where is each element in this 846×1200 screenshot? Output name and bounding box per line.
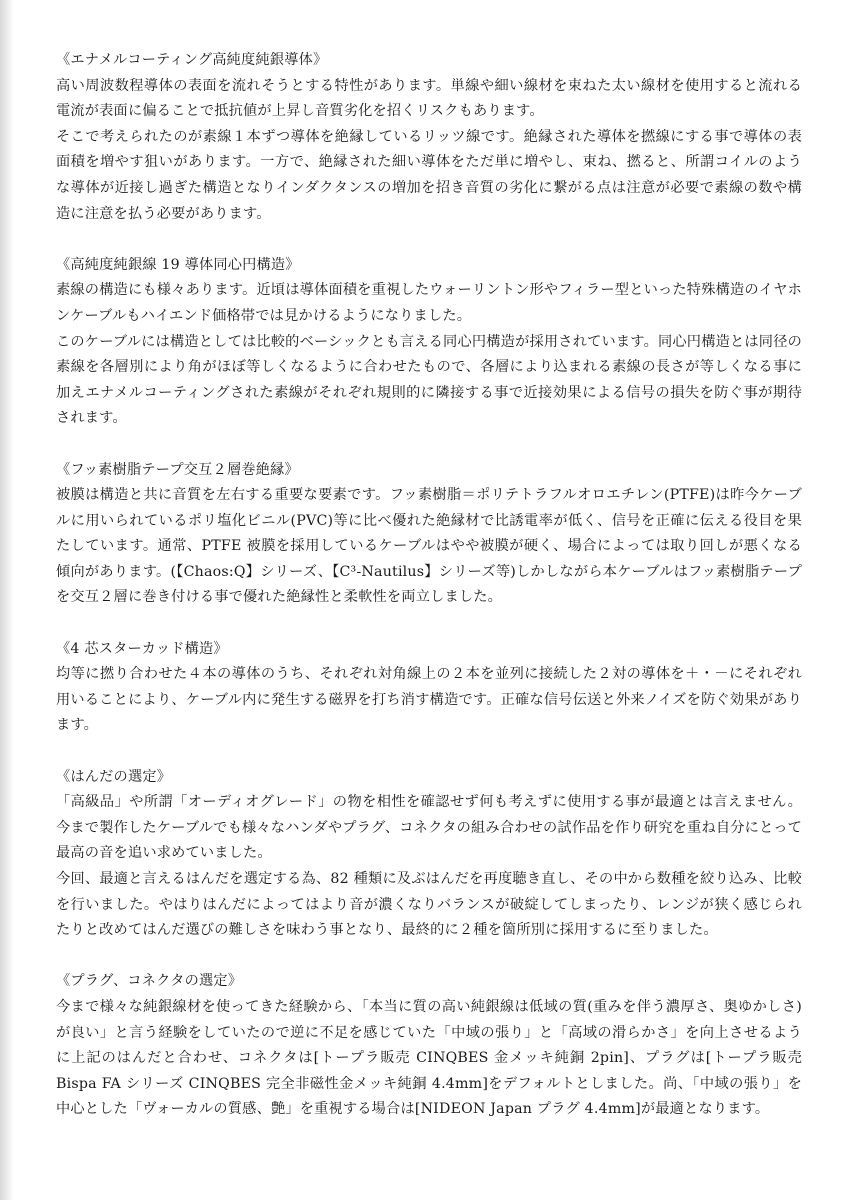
paragraph: そこで考えられたのが素線１本ずつ導体を絶縁しているリッツ線です。絶縁された導体を撚線にする事で導体の表面積を増やす狙いがあります。一方で、絶縁された細い導体をただ単に増やし、束ね、撚ると、所謂コイルのような導体が近接し過ぎた構造となりインダクタンスの増加を招き音質の劣化に繋がる点は注意が必要で素線の数や構造に注意を払う必要があります。 <box>56 128 802 222</box>
paragraph: 素線の構造にも様々あります。近頃は導体面積を重視したウォーリントン形やフィラー型といった特殊構造のイヤホンケーブルもハイエンド価格帯では見かけるようになりました。 <box>56 282 802 324</box>
section-enamel-conductor <box>56 48 802 227</box>
section-concentric-structure <box>56 253 802 432</box>
paragraph: このケーブルには構造としては比較的ベーシックとも言える同心円構造が採用されています。同心円構造とは同径の素線を各層別により角がほぼ等しくなるように合わせたもので、各層により込まれる素線の長さが等しくなる事に加えエナメルコーティングされた素線がそれぞれ規則的に隣接する事で近接効果による信号の損失を防ぐ事が期待されます。 <box>56 333 802 427</box>
section-solder-selection <box>56 765 802 944</box>
paragraph: 高い周波数程導体の表面を流れそうとする特性があります。単線や細い線材を束ねた太い線材を使用すると流れる電流が表面に偏ることで抵抗値が上昇し音質劣化を招くリスクもあります。 <box>56 77 802 120</box>
section-heading: 《4 芯スターカッド構造》 <box>56 640 228 657</box>
section-star-quad <box>56 637 802 739</box>
section-heading: 《高純度純銀線 19 導体同心円構造》 <box>56 256 300 273</box>
section-ptfe-insulation <box>56 458 802 612</box>
section-heading: 《フッ素樹脂テープ交互２層巻絶縁》 <box>56 461 299 478</box>
paragraph: 被膜は構造と共に音質を左右する重要な要素です。フッ素樹脂＝ポリテトラフルオロエチレン(PTFE)は昨今ケーブルに用いられているポリ塩化ビニル(PVC)等に比べ優れた絶縁材で比誘電率が低く、信号を正確に伝える役目を果たしています。通常、PTFE 被膜を採用しているケーブルはやや被膜が硬く、場合によっては取り回しが悪くなる傾向があります。(【Chaos:Q】シリーズ、【C³-Nautilus】シリーズ等)しかしながら本ケーブルはフッ素樹脂テープを交互２層に巻き付ける事で優れた絶縁性と柔軟性を両立しました。 <box>56 487 802 606</box>
paragraph: 均等に撚り合わせた４本の導体のうち、それぞれ対角線上の２本を並列に接続した２対の導体を＋・－にそれぞれ用いることにより、ケーブル内に発生する磁界を打ち消す構造です。正確な信号伝送と外来ノイズを防ぐ効果があります。 <box>56 666 802 734</box>
section-heading: 《はんだの選定》 <box>56 768 172 785</box>
paragraph: 「高級品」や所謂「オーディオグレード」の物を相性を確認せず何も考えずに使用する事が最適とは言えません。 今まで製作したケーブルでも様々なハンダやプラグ、コネクタの組み合わせの試作品を作り研究を重ね自分にとって最高の音を追い求めていました。 <box>56 794 802 862</box>
document-body <box>56 48 802 1149</box>
paragraph: 今まで様々な純銀線材を使ってきた経験から、「本当に質の高い純銀線は低域の質(重みを伴う濃厚さ、奥ゆかしさ)が良い」と言う経験をしていたので逆に不足を感じていた「中域の張り」と「高域の滑らかさ」を向上させるように上記のはんだと合わせ、コネクタは[トープラ販売 CINQBES 金メッキ純銅 2pin]、プラグは[トープラ販売 Bispa FA シリーズ CINQBES 完全非磁性金メッキ純銅 4.4mm]をデフォルトとしました。尚、「中域の張り」を中心とした「ヴォーカルの質感、艶」を重視する場合は[NIDEON Japan プラグ 4.4mm]が最適となります。 <box>56 998 802 1118</box>
paragraph: 今回、最適と言えるはんだを選定する為、82 種類に及ぶはんだを再度聴き直し、その中から数種を絞り込み、比較を行いました。やはりはんだによってはより音が濃くなりバランスが破綻してしまったり、レンジが狭く感じられたりと改めてはんだ選びの難しさを味わう事となり、最終的に２種を箇所別に採用するに至りました。 <box>56 871 802 939</box>
section-plug-connector <box>56 969 802 1123</box>
section-heading: 《エナメルコーティング高純度純銀導体》 <box>56 52 328 68</box>
section-heading: 《プラグ、コネクタの選定》 <box>56 973 243 990</box>
scan-edge-shadow <box>0 0 14 1200</box>
